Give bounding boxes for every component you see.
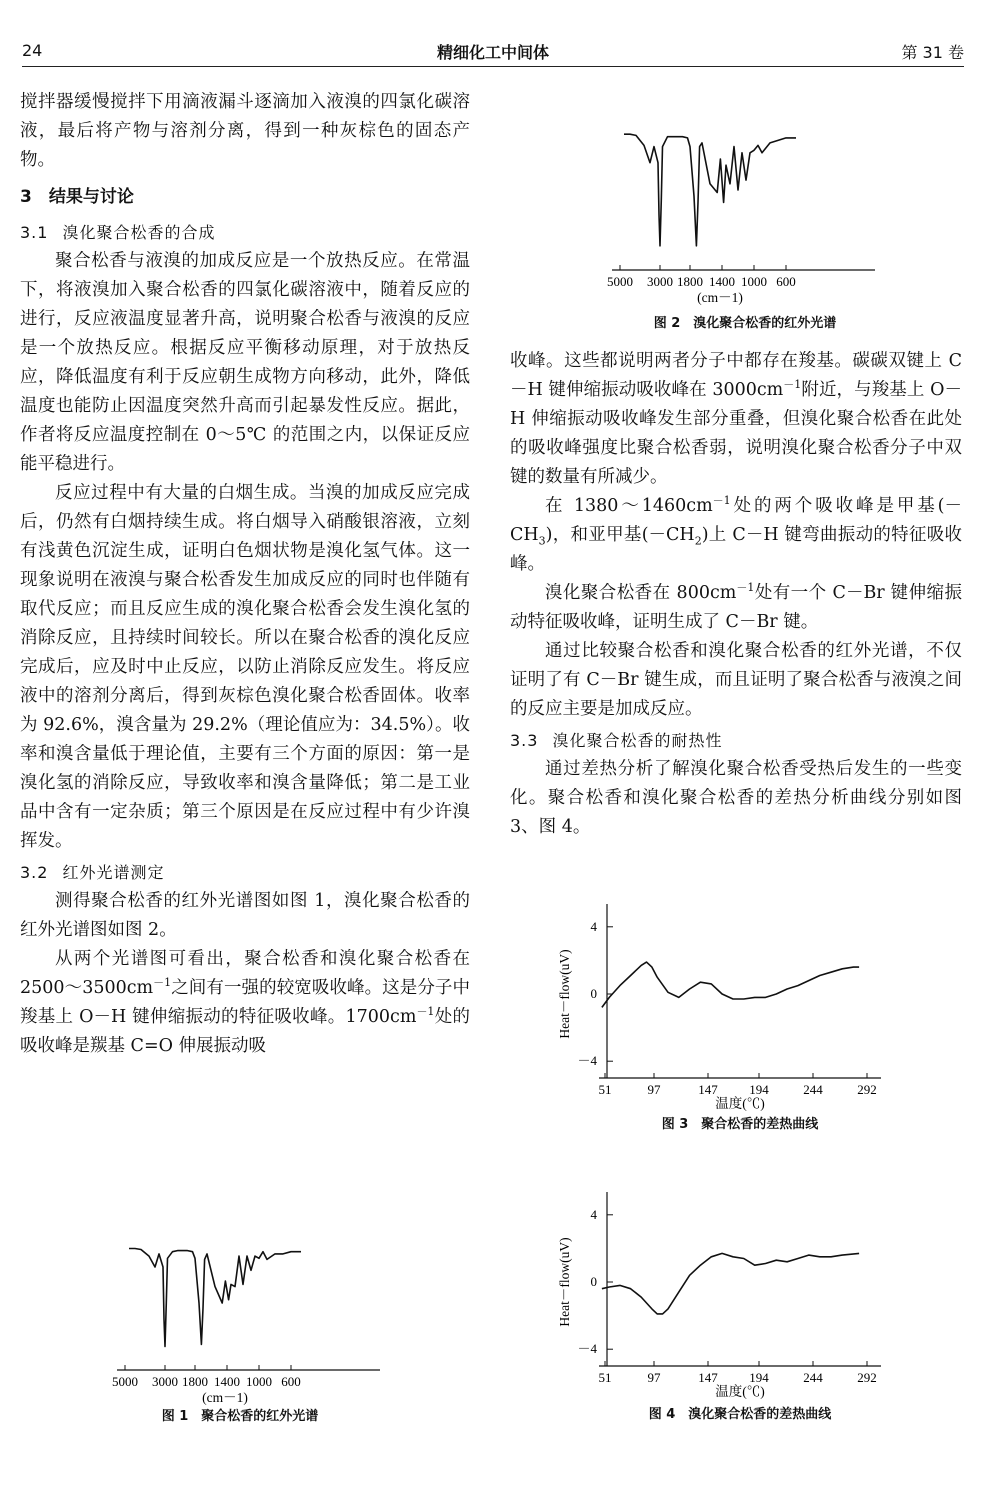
paragraph bbox=[510, 492, 962, 579]
page-number: 24 bbox=[22, 41, 43, 60]
paragraph bbox=[20, 945, 470, 1061]
right-column bbox=[510, 347, 962, 842]
subscript: 3 bbox=[538, 534, 546, 548]
paragraph: 反应过程中有大量的白烟生成。当溴的加成反应完成后，仍然有白烟持续生成。将白烟导入硝酸银溶液，立刻有浅黄色沉淀生成，证明白色烟状物是溴化氢气体。这一现象说明在液溴与聚合松香发生加成反应的同时也伴随有取代反应；而且反应生成的溴化聚合松香会发生溴化氢的消除反应，且持续时间较长。所以在聚合松香的溴化反应完成后，应及时中止反应，以防止消除反应发生。将反应液中的溶剂分离后，得到灰棕色溴化聚合松香固体。收率为 92.6%，溴含量为 29.2%（理论值应为：34.5%）。收率和溴含量低于理论值，主要有三个方面的原因：第一是溴化氢的消除反应，导致收率和溴含量降低；第二是工业品中含有一定杂质；第三个原因是在反应过程中有少许溴挥发。 bbox=[20, 483, 470, 851]
x-tick-label: 3000 bbox=[647, 274, 673, 289]
subsection-heading-3-2 bbox=[20, 858, 470, 887]
subsection-number: 3.2 bbox=[20, 863, 49, 882]
dta-curve-chart bbox=[555, 1188, 900, 1413]
text-run: 从两个光谱图可看出，聚合松香和溴化聚合松香在 2500～3500cm bbox=[20, 949, 470, 998]
x-tick-label: 51 bbox=[598, 1082, 612, 1097]
subsection-heading-3-3 bbox=[510, 726, 962, 755]
text-run: 收峰。这些都说明两者分子中都存在羧基。碳碳双键上 C－H 键伸缩振动吸收峰在 3000cm bbox=[510, 351, 962, 400]
x-tick-label: 97 bbox=[647, 1370, 661, 1385]
superscript: －1 bbox=[783, 378, 802, 392]
paragraph: 聚合松香与液溴的加成反应是一个放热反应。在常温下，将液溴加入聚合松香的四氯化碳溶液中，随着反应的进行，反应液温度显著升高，说明聚合松香与液溴的反应是一个放热反应。根据反应平衡移动原理，对于放热反应，降低温度有利于反应朝生成物方向移动，此外，降低温度也能防止因温度突然升高而引起暴发性反应。据此，作者将反应温度控制在 0～5℃ 的范围之内，以保证反应能平稳进行。 bbox=[20, 251, 470, 474]
figure-4-caption: 图 4 溴化聚合松香的差热曲线 bbox=[648, 1407, 832, 1422]
x-tick-label: 1000 bbox=[741, 274, 767, 289]
figure-4 bbox=[555, 1188, 900, 1413]
x-tick-label: 600 bbox=[281, 1374, 301, 1389]
text-run: 溴化聚合松香在 800cm bbox=[545, 583, 737, 603]
dta-curve-line bbox=[602, 962, 859, 1007]
running-header bbox=[22, 38, 964, 67]
x-tick-label: 147 bbox=[698, 1370, 718, 1385]
subsection-title: 溴化聚合松香的合成 bbox=[62, 223, 216, 242]
paragraph: 测得聚合松香的红外光谱图如图 1，溴化聚合松香的红外光谱图如图 2。 bbox=[20, 891, 470, 940]
x-tick-label: 292 bbox=[857, 1370, 877, 1385]
x-tick-label: 244 bbox=[803, 1370, 823, 1385]
figure-2 bbox=[590, 110, 900, 310]
superscript: －1 bbox=[153, 976, 172, 990]
y-axis-label: Heat－flow(uV) bbox=[557, 1237, 572, 1327]
y-tick-label: －4 bbox=[577, 1341, 597, 1357]
x-tick-label: 3000 bbox=[152, 1374, 178, 1389]
volume-label: 第 31 卷 bbox=[901, 43, 964, 62]
y-tick-label: 4 bbox=[590, 918, 597, 934]
text-run: 附近，与羧基上 O－H 伸缩振动吸收峰发生部分重叠，但溴化聚合松香在此处的吸收峰强度比聚合松香弱，说明溴化聚合松香分子中双键的数量有所减少。 bbox=[510, 380, 962, 487]
x-tick-label: 5000 bbox=[607, 274, 633, 289]
x-tick-label: 194 bbox=[749, 1082, 769, 1097]
text-run: 处的吸收峰是羰基 C=O 伸展振动吸 bbox=[20, 1007, 470, 1056]
superscript: －1 bbox=[712, 494, 731, 508]
dta-curve-line bbox=[602, 1253, 859, 1314]
x-axis-label: (cm－1) bbox=[697, 290, 743, 305]
superscript: －1 bbox=[736, 581, 755, 595]
paragraph: 通过差热分析了解溴化聚合松香受热后发生的一些变化。聚合松香和溴化聚合松香的差热分析曲线分别如图 3、图 4。 bbox=[510, 759, 962, 837]
subscript: 2 bbox=[694, 534, 702, 548]
x-axis-label: 温度(℃) bbox=[715, 1096, 765, 1111]
paragraph-continued: 搅拌器缓慢搅拌下用滴液漏斗逐滴加入液溴的四氯化碳溶液，最后将产物与溶剂分离，得到一种灰棕色的固态产物。 bbox=[20, 92, 470, 170]
y-tick-label: －4 bbox=[577, 1053, 597, 1069]
subsection-title: 红外光谱测定 bbox=[62, 863, 165, 882]
text-run: 处的两个吸收峰是甲基(－CH bbox=[510, 496, 963, 545]
x-tick-label: 147 bbox=[698, 1082, 718, 1097]
y-tick-label: 4 bbox=[590, 1206, 597, 1222]
subsection-heading-3-1 bbox=[20, 218, 470, 247]
ir-spectrum-chart bbox=[590, 110, 900, 310]
subsection-number: 3.1 bbox=[20, 223, 49, 242]
figure-3-caption: 图 3 聚合松香的差热曲线 bbox=[661, 1117, 819, 1132]
text-run: )上 C－H 键弯曲振动的特征吸收峰。 bbox=[510, 525, 963, 574]
section-heading-3: 3 结果与讨论 bbox=[20, 187, 134, 207]
x-tick-label: 1800 bbox=[182, 1374, 208, 1389]
x-tick-label: 194 bbox=[749, 1370, 769, 1385]
superscript: －1 bbox=[416, 1005, 435, 1019]
x-tick-label: 1800 bbox=[677, 274, 703, 289]
figure-2-caption: 图 2 溴化聚合松香的红外光谱 bbox=[653, 316, 837, 331]
text-run: 在 1380～1460cm bbox=[545, 496, 713, 516]
y-tick-label: 0 bbox=[590, 986, 597, 1001]
x-tick-label: 600 bbox=[776, 274, 796, 289]
text-run: 处有一个 C－Br 键伸缩振动特征吸收峰，证明生成了 C－Br 键。 bbox=[510, 583, 962, 632]
y-axis-label: Heat－flow(uV) bbox=[557, 949, 572, 1039]
x-tick-label: 244 bbox=[803, 1082, 823, 1097]
subsection-number: 3.3 bbox=[510, 731, 539, 750]
x-tick-label: 1400 bbox=[709, 274, 735, 289]
text-run: 之间有一强的较宽吸收峰。这是分子中羧基上 O－H 键伸缩振动的特征吸收峰。1700cm bbox=[20, 978, 471, 1027]
paragraph-continued bbox=[510, 347, 962, 492]
paragraph: 通过比较聚合松香和溴化聚合松香的红外光谱，不仅证明了有 C－Br 键生成，而且证明了聚合松香与液溴之间的反应主要是加成反应。 bbox=[510, 641, 962, 719]
x-tick-label: 1000 bbox=[246, 1374, 272, 1389]
x-axis-label: 温度(℃) bbox=[715, 1384, 765, 1399]
figure-1 bbox=[95, 1225, 405, 1410]
x-tick-label: 51 bbox=[598, 1370, 612, 1385]
ir-spectrum-chart bbox=[95, 1225, 405, 1410]
y-tick-label: 0 bbox=[590, 1274, 597, 1289]
x-axis-label: (cm－1) bbox=[202, 1390, 248, 1405]
text-run: )，和亚甲基(－CH bbox=[545, 525, 695, 545]
left-column bbox=[20, 88, 470, 1061]
journal-title: 精细化工中间体 bbox=[436, 43, 549, 62]
x-tick-label: 5000 bbox=[112, 1374, 138, 1389]
x-tick-label: 292 bbox=[857, 1082, 877, 1097]
spectrum-line bbox=[624, 134, 796, 246]
subsection-title: 溴化聚合松香的耐热性 bbox=[552, 731, 723, 750]
x-tick-label: 1400 bbox=[214, 1374, 240, 1389]
paragraph bbox=[510, 579, 962, 637]
spectrum-line bbox=[129, 1249, 301, 1347]
figure-3 bbox=[555, 900, 900, 1125]
figure-1-caption: 图 1 聚合松香的红外光谱 bbox=[161, 1409, 319, 1424]
dta-curve-chart bbox=[555, 900, 900, 1125]
x-tick-label: 97 bbox=[647, 1082, 661, 1097]
